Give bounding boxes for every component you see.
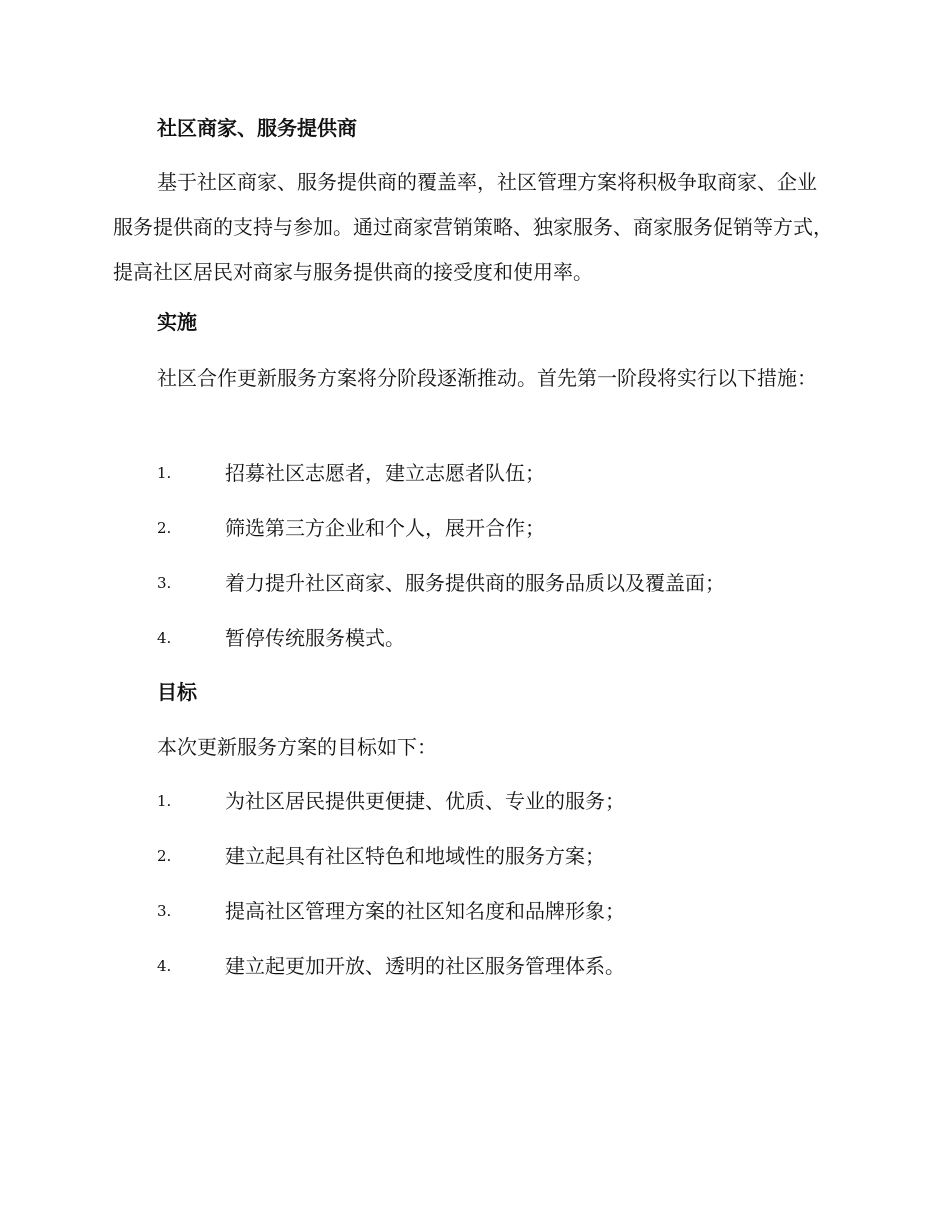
list-item-text: 为社区居民提供更便捷、优质、专业的服务； [225,789,625,813]
section-heading-merchants: 社区商家、服务提供商 [157,116,357,140]
list-item-number: 3. [157,574,172,592]
section-heading-implementation: 实施 [157,310,197,334]
paragraph-implementation: 社区合作更新服务方案将分阶段逐渐推动。首先第一阶段将实行以下措施： [157,366,817,390]
paragraph-goals: 本次更新服务方案的目标如下： [157,735,437,759]
list-item-text: 建立起具有社区特色和地域性的服务方案； [225,844,605,868]
list-item-number: 3. [157,902,172,920]
paragraph-merchants: 基于社区商家、服务提供商的覆盖率，社区管理方案将积极争取商家、企业服务提供商的支持与参加。通过商家营销策略、独家服务、商家服务促销等方式，提高社区居民对商家与服务提供商的接受度和使用率。 [113,170,833,284]
list-item-text: 招募社区志愿者，建立志愿者队伍； [225,461,545,485]
list-item-number: 2. [157,847,172,865]
list-item-text: 筛选第三方企业和个人，展开合作； [225,516,545,540]
list-item-text: 着力提升社区商家、服务提供商的服务品质以及覆盖面； [225,571,725,595]
list-item-text: 建立起更加开放、透明的社区服务管理体系。 [225,954,625,978]
list-item-text: 暂停传统服务模式。 [225,626,405,650]
list-item-number: 1. [157,464,172,482]
list-item-number: 4. [157,957,172,975]
section-heading-goals: 目标 [157,680,197,704]
list-item-text: 提高社区管理方案的社区知名度和品牌形象； [225,899,625,923]
list-item-number: 2. [157,519,172,537]
list-item-number: 1. [157,792,172,810]
list-item-number: 4. [157,629,172,647]
